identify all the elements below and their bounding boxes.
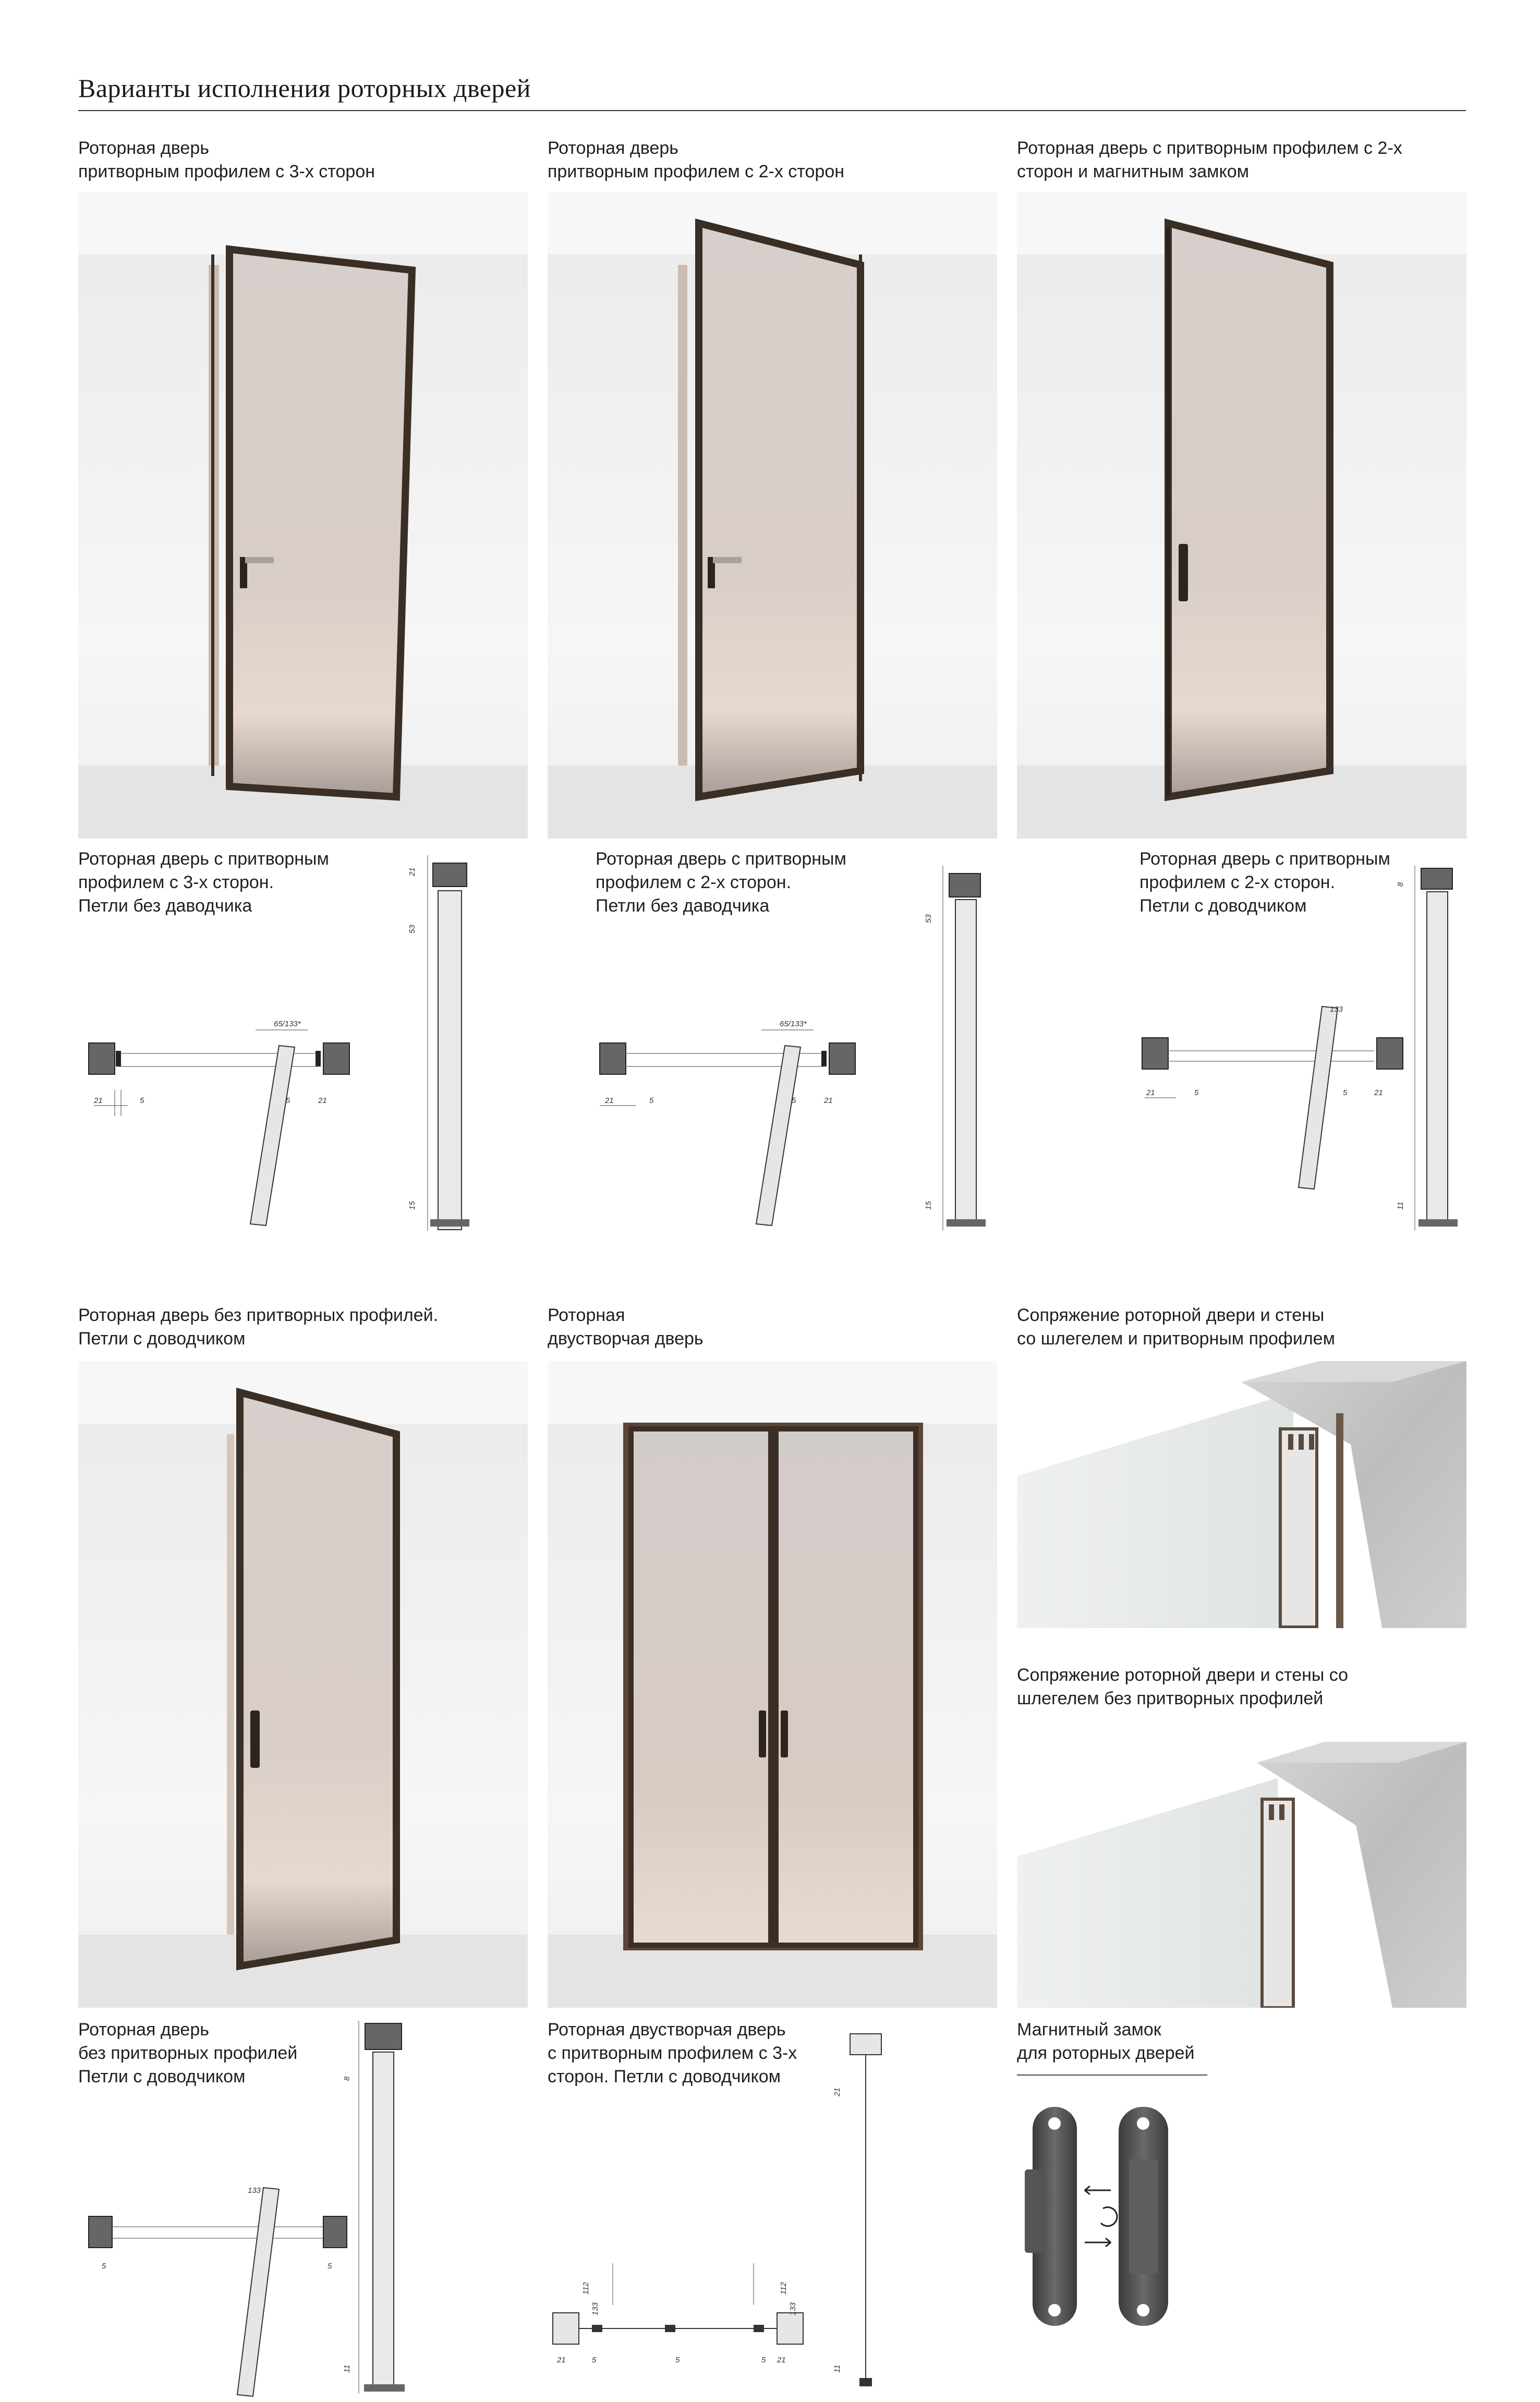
svg-text:21: 21 <box>1374 1088 1383 1097</box>
svg-text:11: 11 <box>1396 1202 1405 1210</box>
floor-section <box>430 1219 469 1227</box>
svg-text:53: 53 <box>924 914 933 923</box>
dim-right-a: 5 <box>286 1096 290 1105</box>
door-leaf <box>699 223 860 797</box>
dim-door: 65/133* <box>274 1020 301 1028</box>
svg-text:21: 21 <box>833 2088 842 2096</box>
svg-text:65/133*: 65/133* <box>780 1020 807 1028</box>
door-leaf-section <box>250 1046 295 1226</box>
photo-door-magnetic-lock <box>1017 192 1466 839</box>
door-leaf-left <box>631 1429 771 1945</box>
door-leaf <box>1168 223 1330 797</box>
drawing-no-profiles <box>78 2013 495 2399</box>
svg-text:21: 21 <box>557 2356 566 2364</box>
drawing-2-sides <box>584 845 1001 1241</box>
svg-text:5: 5 <box>1194 1088 1199 1097</box>
svg-text:5: 5 <box>675 2356 680 2364</box>
caption-line: Роторная дверь <box>548 138 678 158</box>
svg-text:112: 112 <box>779 2282 788 2295</box>
caption-door-2-sides <box>548 137 844 184</box>
arrow-left-icon <box>1085 2186 1111 2194</box>
caption-drawing-no-profiles: Роторная дверь без притворных профилей Петли с доводчиком <box>78 2020 298 2086</box>
caption-door-no-profiles: Роторная дверь без притворных профилей. Петли с доводчиком <box>78 1305 439 1349</box>
door-elevation <box>438 891 462 1230</box>
photo-door-no-profiles <box>78 1361 528 2008</box>
magnetic-lock-image <box>1022 2086 1210 2336</box>
caption-detail-with-profile: Сопряжение роторной двери и стены со шлегелем и притворным профилем <box>1017 1305 1335 1349</box>
svg-text:133: 133 <box>591 2302 600 2315</box>
caption-drawing-2-sides: Роторная дверь с притворным профилем с 2-х сторон. Петли без даводчика <box>596 849 846 916</box>
handle-lever <box>713 557 742 563</box>
caption-line: сторон и магнитным замком <box>1017 162 1250 181</box>
svg-text:5: 5 <box>761 2356 766 2364</box>
drawing-3-sides <box>78 845 495 1241</box>
svg-text:5: 5 <box>649 1096 654 1105</box>
svg-text:133: 133 <box>789 2302 797 2315</box>
caption-detail-without-profile: Сопряжение роторной двери и стены со шлегелем без притворных профилей <box>1017 1665 1349 1708</box>
door-leaf-right <box>776 1429 916 1945</box>
svg-text:8: 8 <box>1396 882 1405 887</box>
svg-text:133: 133 <box>1330 1005 1343 1014</box>
svg-text:11: 11 <box>343 2364 351 2373</box>
wall-left <box>89 1043 115 1074</box>
detail-without-profile <box>1017 1721 1466 2008</box>
lock-caption-rule <box>1017 2075 1207 2076</box>
caption-line: притворным профилем с 3-х сторон <box>78 162 375 181</box>
caption-line: притворным профилем с 2-х сторон <box>548 162 845 181</box>
door-profile <box>1262 1799 1293 2008</box>
wall-right <box>323 1043 349 1074</box>
photo-double-door <box>548 1361 997 2008</box>
svg-text:5: 5 <box>102 2262 106 2271</box>
head-section <box>433 863 467 887</box>
caption-line: Роторная дверь <box>78 138 209 158</box>
photo-door-2-sides <box>548 192 997 839</box>
detail-with-profile <box>1017 1361 1466 1628</box>
pull-handle <box>250 1710 260 1768</box>
door-profile <box>1280 1429 1317 1627</box>
arrow-right-icon <box>1085 2238 1111 2247</box>
caption-drawing-3-sides: Роторная дверь с притворным профилем с 3-х сторон. Петли без даводчика <box>78 849 329 916</box>
caption-line: Роторная дверь с притворным профилем с 2-х <box>1017 138 1402 158</box>
svg-text:133: 133 <box>248 2186 261 2195</box>
rebate-profile <box>1336 1413 1343 1628</box>
dim-bottom: 15 <box>408 1201 417 1210</box>
door-leaf <box>229 249 412 797</box>
page-title: Варианты исполнения роторных дверей <box>78 74 531 103</box>
svg-text:5: 5 <box>592 2356 597 2364</box>
door-leaf <box>240 1392 396 1966</box>
rotate-icon <box>1101 2207 1117 2226</box>
svg-text:15: 15 <box>924 1201 933 1210</box>
svg-text:21: 21 <box>777 2356 786 2364</box>
svg-text:5: 5 <box>328 2262 332 2271</box>
svg-text:21: 21 <box>824 1096 833 1105</box>
drawing-double <box>548 2013 996 2399</box>
svg-text:21: 21 <box>605 1096 614 1105</box>
caption-magnetic-lock: Магнитный замок для роторных дверей <box>1017 2020 1195 2063</box>
dim-top-a: 21 <box>408 867 417 876</box>
title-divider <box>78 110 1466 111</box>
handle-lever <box>245 557 274 563</box>
svg-text:5: 5 <box>792 1096 796 1105</box>
dim-left: 21 <box>94 1096 103 1105</box>
pull-handle-left <box>759 1710 766 1757</box>
photo-door-3-sides <box>78 192 528 839</box>
pull-handle-right <box>781 1710 788 1757</box>
svg-text:5: 5 <box>1343 1088 1348 1097</box>
dim-mid: 5 <box>140 1096 144 1105</box>
dim-right-b: 21 <box>318 1096 327 1105</box>
caption-double-door: Роторная двустворчая дверь <box>548 1305 704 1349</box>
caption-drawing-closer: Роторная дверь с притворным профилем с 2-х сторон. Петли с доводчиком <box>1139 849 1390 916</box>
caption-door-3-sides <box>78 137 375 184</box>
caption-drawing-double: Роторная двустворчая дверь с притворным профилем с 3-х сторон. Петли с доводчиком <box>548 2020 797 2086</box>
svg-text:112: 112 <box>581 2282 590 2295</box>
dim-top-b: 53 <box>408 925 417 933</box>
drawing-closer <box>1137 845 1481 1241</box>
svg-text:8: 8 <box>343 2076 351 2081</box>
caption-door-magnetic-lock <box>1017 137 1402 184</box>
svg-text:11: 11 <box>833 2364 842 2373</box>
svg-text:21: 21 <box>1146 1088 1155 1097</box>
pull-handle <box>1179 544 1188 601</box>
